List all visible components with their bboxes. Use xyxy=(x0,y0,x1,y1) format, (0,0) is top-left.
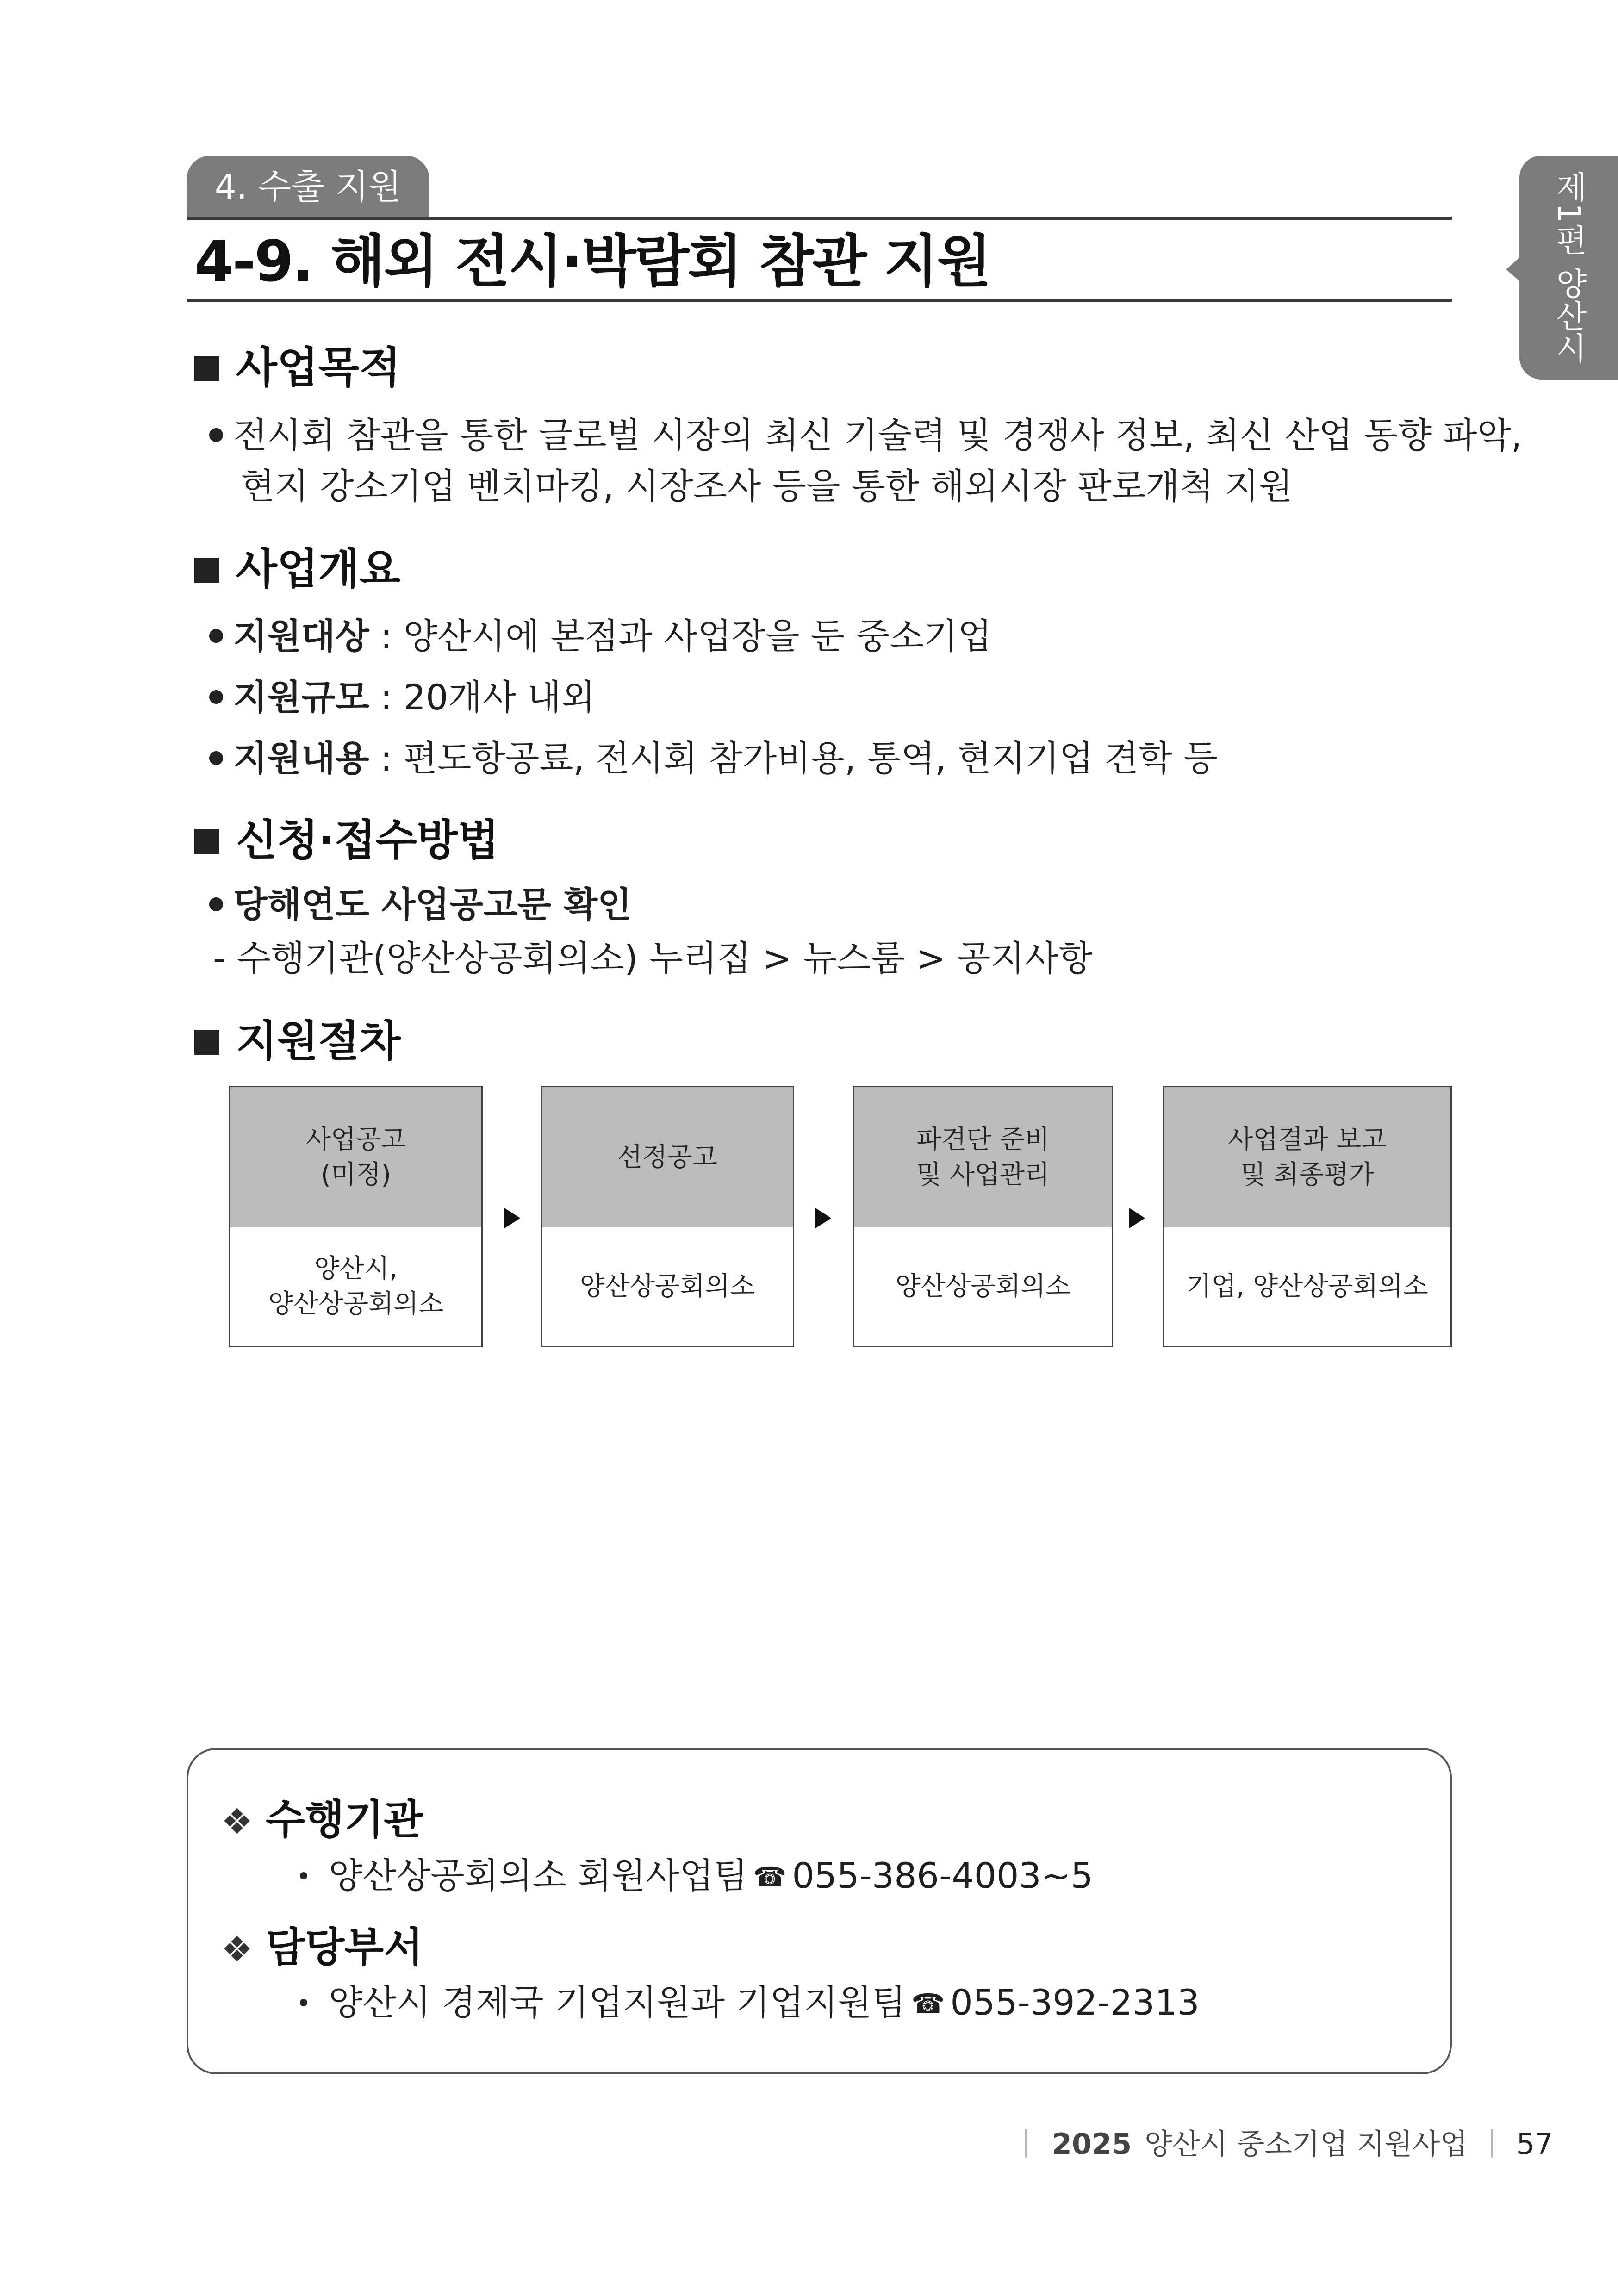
overview-heading: 사업개요 xyxy=(194,541,401,597)
phone-icon: ☎ xyxy=(753,1861,787,1892)
side-tab-pointer xyxy=(1506,257,1520,281)
procedure-step-org: 양산상공회의소 xyxy=(579,1271,755,1301)
square-bullet-icon xyxy=(194,558,219,583)
title-rule-top xyxy=(187,217,1452,220)
apply-heading: 신청·접수방법 xyxy=(194,813,499,868)
section-tab: 4. 수출 지원 xyxy=(187,156,429,218)
chapter-side-tab xyxy=(1519,156,1618,380)
bullet-icon xyxy=(209,690,223,704)
square-bullet-icon xyxy=(194,1030,219,1055)
diamond-bullet-icon: ❖ xyxy=(221,1929,253,1970)
bullet-icon xyxy=(300,1999,307,2006)
procedure-heading: 지원절차 xyxy=(194,1014,401,1069)
arrow-right-icon xyxy=(1129,1208,1145,1228)
dept-contact-line: 양산시 경제국 기업지원과 기업지원팀 ☎ 055-392-2313 xyxy=(300,1977,1200,2029)
bullet-icon xyxy=(209,751,223,765)
page-number: 57 xyxy=(1516,2127,1553,2161)
footer-year: 2025 xyxy=(1052,2127,1132,2161)
agency-contact-line: 양산상공회의소 회원사업팀 ☎ 055-386-4003~5 xyxy=(300,1850,1093,1902)
procedure-step-org: 양산상공회의소 xyxy=(895,1271,1071,1301)
footer-divider xyxy=(1025,2129,1027,2158)
procedure-step-org: 기업, 양산상공회의소 xyxy=(1186,1271,1428,1301)
square-bullet-icon xyxy=(194,829,219,854)
procedure-step xyxy=(541,1086,794,1347)
arrow-right-icon xyxy=(504,1208,520,1228)
dept-phone: 055-392-2313 xyxy=(950,1982,1200,2023)
procedure-step-title: 사업공고 (미정) xyxy=(230,1087,481,1227)
procedure-step-org: 양산시, 양산상공회의소 xyxy=(268,1254,444,1319)
chapter-side-tab-label: 제1편 양산시 xyxy=(1550,170,1587,365)
footer-title: 양산시 중소기업 지원사업 xyxy=(1145,2127,1468,2161)
overview-item: 지원내용 : 편도항공료, 전시회 참가비용, 통역, 현지기업 견학 등 xyxy=(209,733,1218,784)
apply-bullet: 당해연도 사업공고문 확인 xyxy=(209,879,632,930)
procedure-step-title: 선정공고 xyxy=(542,1087,793,1227)
bullet-icon xyxy=(209,629,223,643)
procedure-step-title: 사업결과 보고 및 최종평가 xyxy=(1164,1087,1450,1227)
page-title: 4-9. 해외 전시·박람회 참관 지원 xyxy=(194,229,990,294)
bullet-icon xyxy=(209,428,223,442)
overview-item-label: 지원내용 xyxy=(233,738,369,779)
agency-phone: 055-386-4003~5 xyxy=(792,1855,1093,1896)
page-footer xyxy=(1025,2123,1553,2165)
purpose-heading: 사업목적 xyxy=(194,340,401,396)
phone-icon: ☎ xyxy=(911,1988,945,2019)
overview-item-text: 편도항공료, 전시회 참가비용, 통역, 현지기업 견학 등 xyxy=(403,738,1218,779)
footer-divider xyxy=(1491,2129,1493,2158)
title-rule-bottom xyxy=(187,299,1452,302)
procedure-step xyxy=(1163,1086,1452,1347)
procedure-step xyxy=(853,1086,1113,1347)
bullet-icon xyxy=(209,897,223,911)
overview-item-text: 20개사 내외 xyxy=(403,677,596,718)
dept-heading: ❖ 담당부서 xyxy=(221,1923,423,1971)
diamond-bullet-icon: ❖ xyxy=(221,1801,253,1842)
bullet-icon xyxy=(300,1872,307,1879)
overview-item-text: 양산시에 본점과 사업장을 둔 중소기업 xyxy=(403,616,992,657)
overview-item-label: 지원대상 xyxy=(233,616,369,657)
purpose-line-1: 전시회 참관을 통한 글로벌 시장의 최신 기술력 및 경쟁사 정보, 최신 산업 동향 파악, xyxy=(209,410,1522,461)
square-bullet-icon xyxy=(194,356,219,381)
procedure-step-title: 파견단 준비 및 사업관리 xyxy=(854,1087,1112,1227)
arrow-right-icon xyxy=(815,1208,831,1228)
purpose-line-2: 현지 강소기업 벤치마킹, 시장조사 등을 통한 해외시장 판로개척 지원 xyxy=(241,466,1293,507)
procedure-step xyxy=(229,1086,483,1347)
agency-heading: ❖ 수행기관 xyxy=(221,1796,423,1843)
apply-path: - 수행기관(양산상공회의소) 누리집 > 뉴스룸 > 공지사항 xyxy=(213,938,1093,979)
overview-item: 지원대상 : 양산시에 본점과 사업장을 둔 중소기업 xyxy=(209,611,992,662)
overview-item: 지원규모 : 20개사 내외 xyxy=(209,672,595,723)
overview-item-label: 지원규모 xyxy=(233,677,369,718)
